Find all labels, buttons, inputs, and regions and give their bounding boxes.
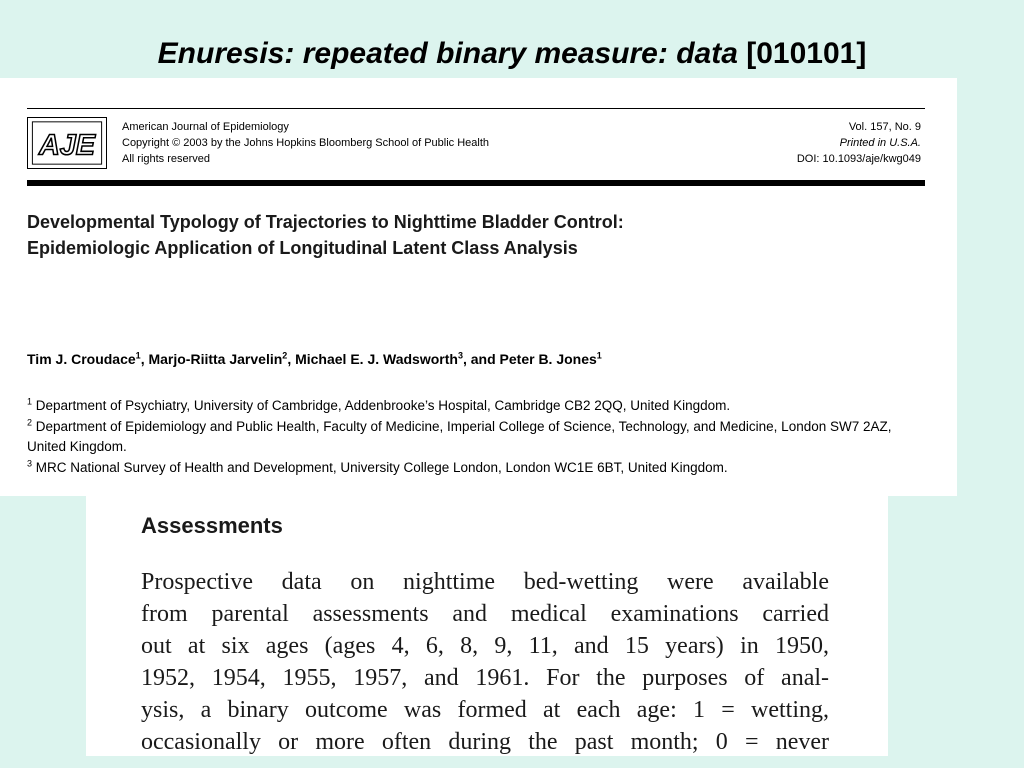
journal-doi: DOI: 10.1093/aje/kwg049 <box>796 153 921 165</box>
journal-printed: Printed in U.S.A. <box>839 137 921 149</box>
affiliation-text: MRC National Survey of Health and Development, University College London, London WC1E 6BT, United Kingdom. <box>35 459 728 475</box>
aje-logo-graphic <box>28 118 106 168</box>
article-title <box>27 209 927 261</box>
header-rule <box>27 180 925 186</box>
author-list <box>27 350 602 368</box>
excerpt-line: ysis, a binary outcome was formed at each age: 1 = wetting, <box>141 697 829 723</box>
excerpt-line: Prospective data on nighttime bed-wetting were available <box>141 569 829 595</box>
author-name: Michael E. J. Wadsworth <box>295 351 458 367</box>
journal-info <box>122 119 489 167</box>
author-name: Marjo-Riitta Jarvelin <box>148 351 283 367</box>
affiliation-text: Department of Psychiatry, University of Cambridge, Addenbrooke’s Hospital, Cambridge CB2 2QQ, United Kingdom. <box>35 398 731 413</box>
excerpt-line: 1952, 1954, 1955, 1957, and 1961. For the purposes of anal- <box>141 665 829 691</box>
excerpt-body <box>141 566 829 758</box>
assessments-excerpt <box>86 496 888 756</box>
journal-volume: Vol. 157, No. 9 <box>848 121 921 133</box>
section-heading: Assessments <box>141 513 283 538</box>
author-separator: , and <box>462 351 500 367</box>
author-affiliation-mark: 2 <box>282 350 288 361</box>
affiliation-text: Department of Epidemiology and Public Health, Faculty of Medicine, Imperial College of Science, Technology, and Medicine, London SW7 2AZ, United Kingdom. <box>27 418 892 454</box>
affiliation-list <box>27 396 932 478</box>
author-affiliation-mark: 1 <box>596 350 602 361</box>
excerpt-line: occasionally or more often during the past month; 0 = never <box>141 729 829 755</box>
affiliation-item <box>27 458 932 479</box>
affiliation-item <box>27 396 932 417</box>
author-separator: , <box>287 351 296 367</box>
affiliation-item <box>27 417 932 458</box>
article-title-line1: Developmental Typology of Trajectories to Nighttime Bladder Control: <box>27 212 624 232</box>
slide-title-code: [010101] <box>746 37 867 70</box>
top-rule <box>27 108 925 109</box>
author-name: Tim J. Croudace <box>27 351 136 367</box>
author-name: Peter B. Jones <box>499 351 597 367</box>
journal-rights: All rights reserved <box>122 153 211 165</box>
journal-copyright: Copyright © 2003 by the Johns Hopkins Bloomberg School of Public Health <box>122 137 490 149</box>
aje-logo-text: AJE <box>38 129 96 162</box>
excerpt-line: out at six ages (ages 4, 6, 8, 9, 11, and 15 years) in 1950, <box>141 633 829 659</box>
excerpt-line: from parental assessments and medical examinations carried <box>141 601 829 627</box>
affiliation-mark: 1 <box>27 396 33 407</box>
journal-meta <box>797 119 921 167</box>
affiliation-mark: 3 <box>27 458 33 468</box>
paper-header-image <box>0 78 957 496</box>
journal-name: American Journal of Epidemiology <box>122 121 289 133</box>
article-title-line2: Epidemiologic Application of Longitudinal Latent Class Analysis <box>27 238 578 258</box>
slide-title <box>0 34 1024 74</box>
affiliation-mark: 2 <box>27 417 33 427</box>
aje-logo <box>27 117 107 169</box>
slide-title-main: Enuresis: repeated binary measure: data <box>157 37 738 70</box>
author-separator: , <box>140 351 149 367</box>
author-affiliation-mark: 1 <box>135 350 141 361</box>
author-affiliation-mark: 3 <box>457 350 463 361</box>
